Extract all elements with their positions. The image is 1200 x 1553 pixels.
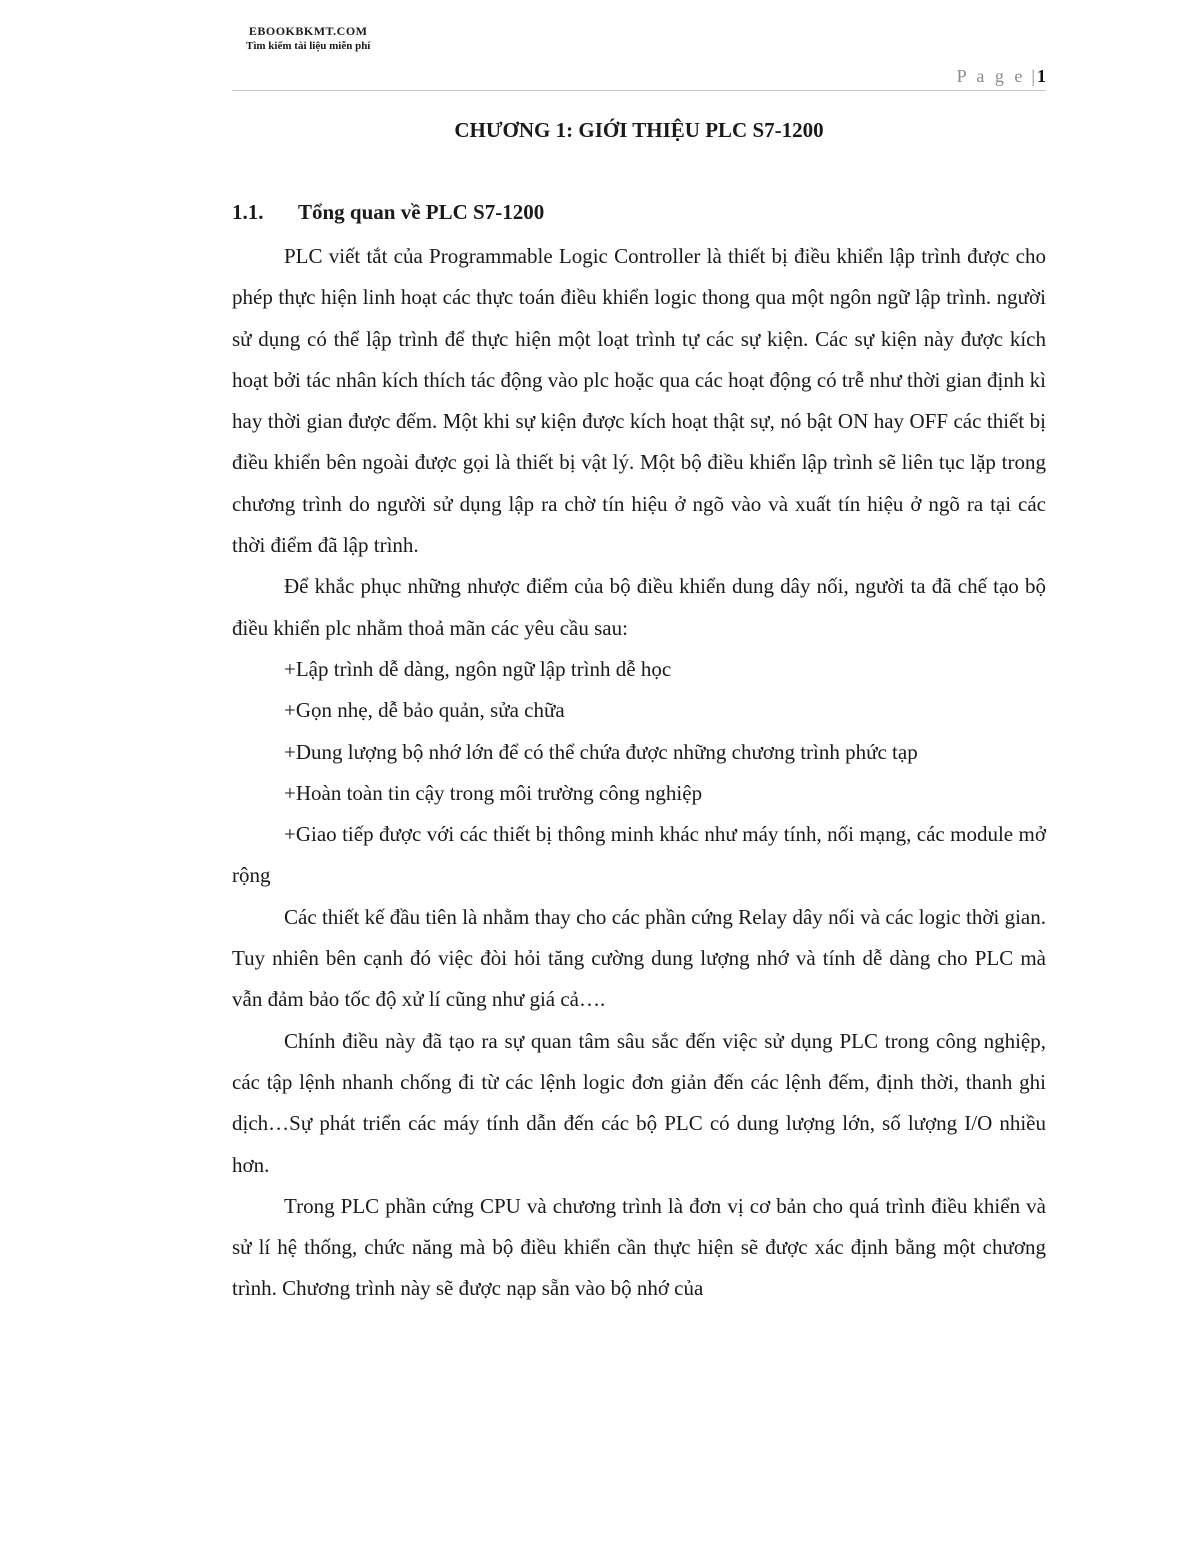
requirement-item: +Dung lượng bộ nhớ lớn để có thể chứa được những chương trình phức tạp bbox=[284, 739, 918, 764]
paragraph-industry-interest: Chính điều này đã tạo ra sự quan tâm sâu sắc đến việc sử dụng PLC trong công nghiệp, các tập lệnh nhanh chống đi từ các lệnh logic đơn giản đến các lệnh đếm, định thời, thanh ghi dịch…Sự phát triển các máy tính dẫn đến các bộ PLC có dung lượng lớn, số lượng I/O nhiều hơn. bbox=[232, 1028, 1046, 1177]
requirement-item: +Hoàn toàn tin cậy trong môi trường công nghiệp bbox=[284, 780, 703, 805]
page-separator: | bbox=[1031, 66, 1035, 86]
paragraph-cpu-program: Trong PLC phần cứng CPU và chương trình là đơn vị cơ bản cho quá trình điều khiển và sử lí hệ thống, chức năng mà bộ điều khiển cần thực hiện sẽ được xác định bằng một chương trình. Chương trình này sẽ được nạp sẵn vào bộ nhớ của bbox=[232, 1193, 1046, 1301]
chapter-title: CHƯƠNG 1: GIỚI THIỆU PLC S7-1200 bbox=[454, 118, 824, 142]
watermark bbox=[246, 24, 370, 54]
watermark-tagline: Tìm kiếm tài liệu miễn phí bbox=[246, 40, 371, 52]
requirement-item: +Gọn nhẹ, dễ bảo quản, sửa chữa bbox=[284, 698, 565, 723]
paragraph-early-designs: Các thiết kế đầu tiên là nhằm thay cho các phần cứng Relay dây nối và các logic thời gian. Tuy nhiên bên cạnh đó việc đòi hỏi tăng cường dung lượng nhớ và tính dễ dàng cho PLC mà vẫn đảm bảo tốc độ xử lí cũng như giá cả…. bbox=[232, 904, 1046, 1012]
section-title: Tổng quan về PLC S7-1200 bbox=[298, 200, 545, 224]
requirement-item: +Lập trình dễ dàng, ngôn ngữ lập trình dễ học bbox=[284, 656, 672, 681]
page-label-text: P a g e bbox=[956, 66, 1026, 86]
section-heading bbox=[232, 200, 544, 225]
page-number-label bbox=[957, 66, 1046, 87]
document-body bbox=[232, 236, 1046, 1310]
page-number: 1 bbox=[1037, 66, 1046, 86]
paragraph-requirements-intro: Để khắc phục những nhược điểm của bộ điều khiển dung dây nối, người ta đã chế tạo bộ điều khiển plc nhằm thoả mãn các yêu cầu sau: bbox=[232, 574, 1046, 640]
page-header bbox=[232, 62, 1046, 91]
requirement-item: +Giao tiếp được với các thiết bị thông minh khác như máy tính, nối mạng, các module mở rộng bbox=[232, 822, 1046, 888]
watermark-site: EBOOKBKMT.COM bbox=[248, 24, 368, 38]
section-number: 1.1. bbox=[232, 200, 264, 224]
paragraph-plc-definition: PLC viết tắt của Programmable Logic Controller là thiết bị điều khiển lập trình được cho phép thực hiện linh hoạt các thực toán điều khiển logic thong qua một ngôn ngữ lập trình. người sử dụng có thể lập trình để thực hiện một loạt trình tự các sự kiện. Các sự kiện này được kích hoạt bởi tác nhân kích thích tác động vào plc hoặc qua các hoạt động có trễ như thời gian định kì hay thời gian được đếm. Một khi sự kiện được kích hoạt thật sự, nó bật ON hay OFF các thiết bị điều khiển bên ngoài được gọi là thiết bị vật lý. Một bộ điều khiển lập trình sẽ liên tục lặp trong chương trình do người sử dụng lập ra chờ tín hiệu ở ngõ vào và xuất tín hiệu ở ngõ ra tại các thời điểm đã lập trình. bbox=[232, 244, 1046, 558]
